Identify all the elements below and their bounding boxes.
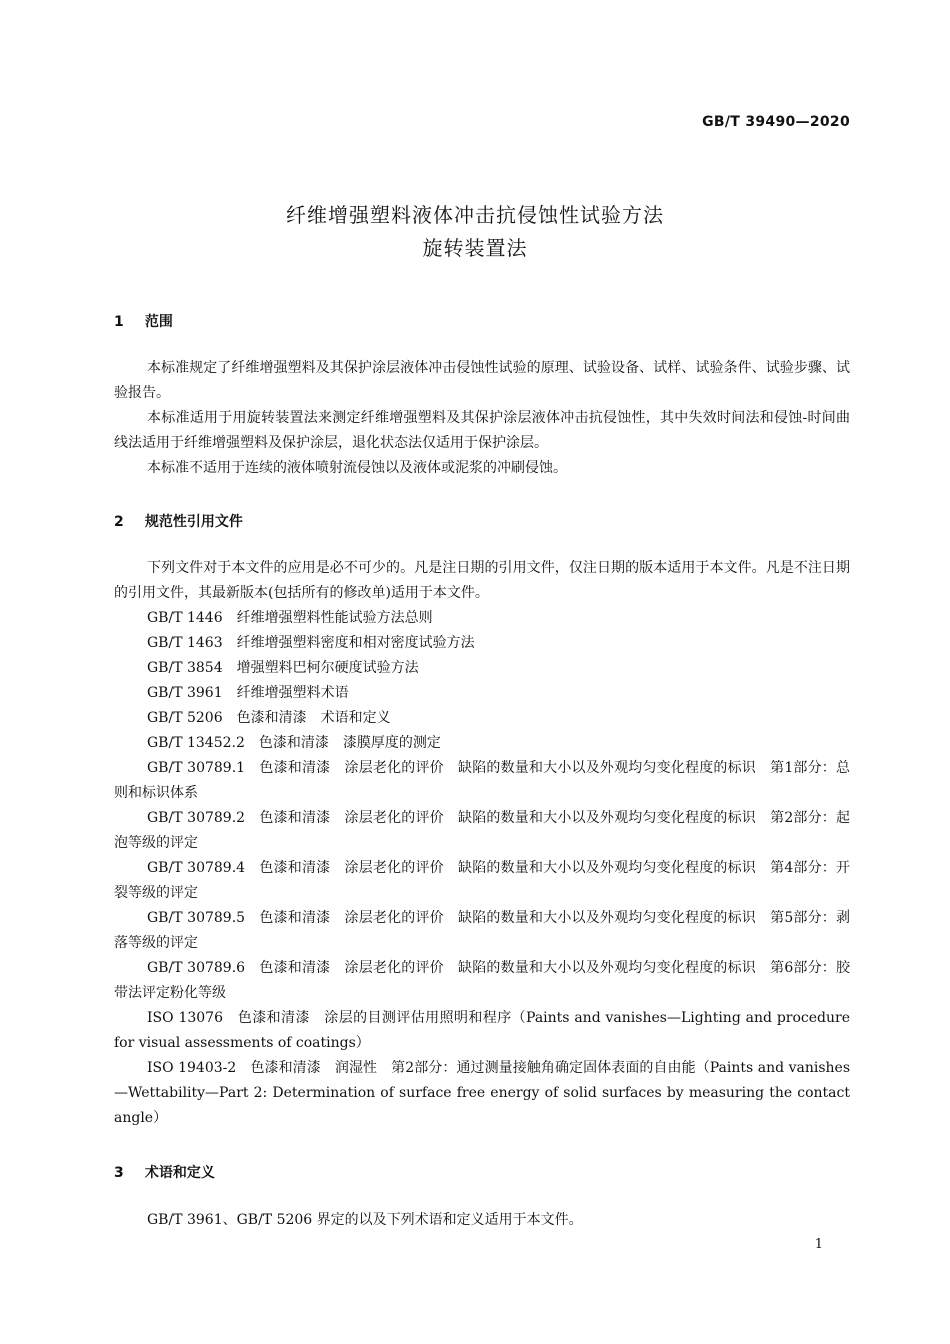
reference-item: GB/T 30789.4 色漆和清漆 涂层老化的评价 缺陷的数量和大小以及外观均匀变化程度的标识 第4部分：开裂等级的评定 xyxy=(114,860,850,901)
paragraph: 下列文件对于本文件的应用是必不可少的。凡是注日期的引用文件，仅注日期的版本适用于本文件。凡是不注日期的引用文件，其最新版本(包括所有的修改单)适用于本文件。 xyxy=(114,560,850,601)
paragraph: 本标准不适用于连续的液体喷射流侵蚀以及液体或泥浆的冲刷侵蚀。 xyxy=(147,460,567,476)
section-heading-3 xyxy=(114,1162,215,1182)
reference-item: GB/T 3854 增强塑料巴柯尔硬度试验方法 xyxy=(147,660,419,676)
document-title: 纤维增强塑料液体冲击抗侵蚀性试验方法 xyxy=(286,203,664,227)
reference-item: ISO 13076 色漆和清漆 涂层的目测评估用照明和程序（Paints and vanishes—Lighting and procedure for visual assessments of coatings） xyxy=(114,1010,850,1051)
section-heading-1 xyxy=(114,311,173,331)
reference-item: GB/T 13452.2 色漆和清漆 漆膜厚度的测定 xyxy=(147,735,441,751)
section-number: 3 xyxy=(114,1165,124,1181)
paragraph: GB/T 3961、GB/T 5206 界定的以及下列术语和定义适用于本文件。 xyxy=(147,1212,583,1228)
section-number: 1 xyxy=(114,314,124,330)
page-number: 1 xyxy=(814,1237,823,1252)
section-number: 2 xyxy=(114,514,124,530)
reference-item: GB/T 1446 纤维增强塑料性能试验方法总则 xyxy=(147,610,433,626)
section-title: 规范性引用文件 xyxy=(144,514,243,530)
reference-item: GB/T 30789.2 色漆和清漆 涂层老化的评价 缺陷的数量和大小以及外观均匀变化程度的标识 第2部分：起泡等级的评定 xyxy=(114,810,850,851)
standard-code: GB/T 39490—2020 xyxy=(702,114,850,130)
reference-item: GB/T 3961 纤维增强塑料术语 xyxy=(147,685,349,701)
paragraph: 本标准规定了纤维增强塑料及其保护涂层液体冲击侵蚀性试验的原理、试验设备、试样、试验条件、试验步骤、试验报告。 xyxy=(114,360,850,401)
section-heading-2 xyxy=(114,511,243,531)
section-title: 术语和定义 xyxy=(144,1165,215,1181)
section-title: 范围 xyxy=(144,314,173,330)
reference-item: GB/T 30789.5 色漆和清漆 涂层老化的评价 缺陷的数量和大小以及外观均匀变化程度的标识 第5部分：剥落等级的评定 xyxy=(114,910,850,951)
reference-item: GB/T 5206 色漆和清漆 术语和定义 xyxy=(147,710,391,726)
document-subtitle: 旋转装置法 xyxy=(422,236,528,260)
reference-item: ISO 19403-2 色漆和清漆 润湿性 第2部分：通过测量接触角确定固体表面的自由能（Paints and vanishes—Wettability—Part 2: Determination of surface free energy of solid surfaces by measuring the contact angle） xyxy=(114,1060,850,1126)
paragraph: 本标准适用于用旋转装置法来测定纤维增强塑料及其保护涂层液体冲击抗侵蚀性，其中失效时间法和侵蚀-时间曲线法适用于纤维增强塑料及保护涂层，退化状态法仅适用于保护涂层。 xyxy=(114,410,850,451)
reference-item: GB/T 30789.1 色漆和清漆 涂层老化的评价 缺陷的数量和大小以及外观均匀变化程度的标识 第1部分：总则和标识体系 xyxy=(114,760,850,801)
reference-item: GB/T 30789.6 色漆和清漆 涂层老化的评价 缺陷的数量和大小以及外观均匀变化程度的标识 第6部分：胶带法评定粉化等级 xyxy=(114,960,850,1001)
reference-item: GB/T 1463 纤维增强塑料密度和相对密度试验方法 xyxy=(147,635,475,651)
